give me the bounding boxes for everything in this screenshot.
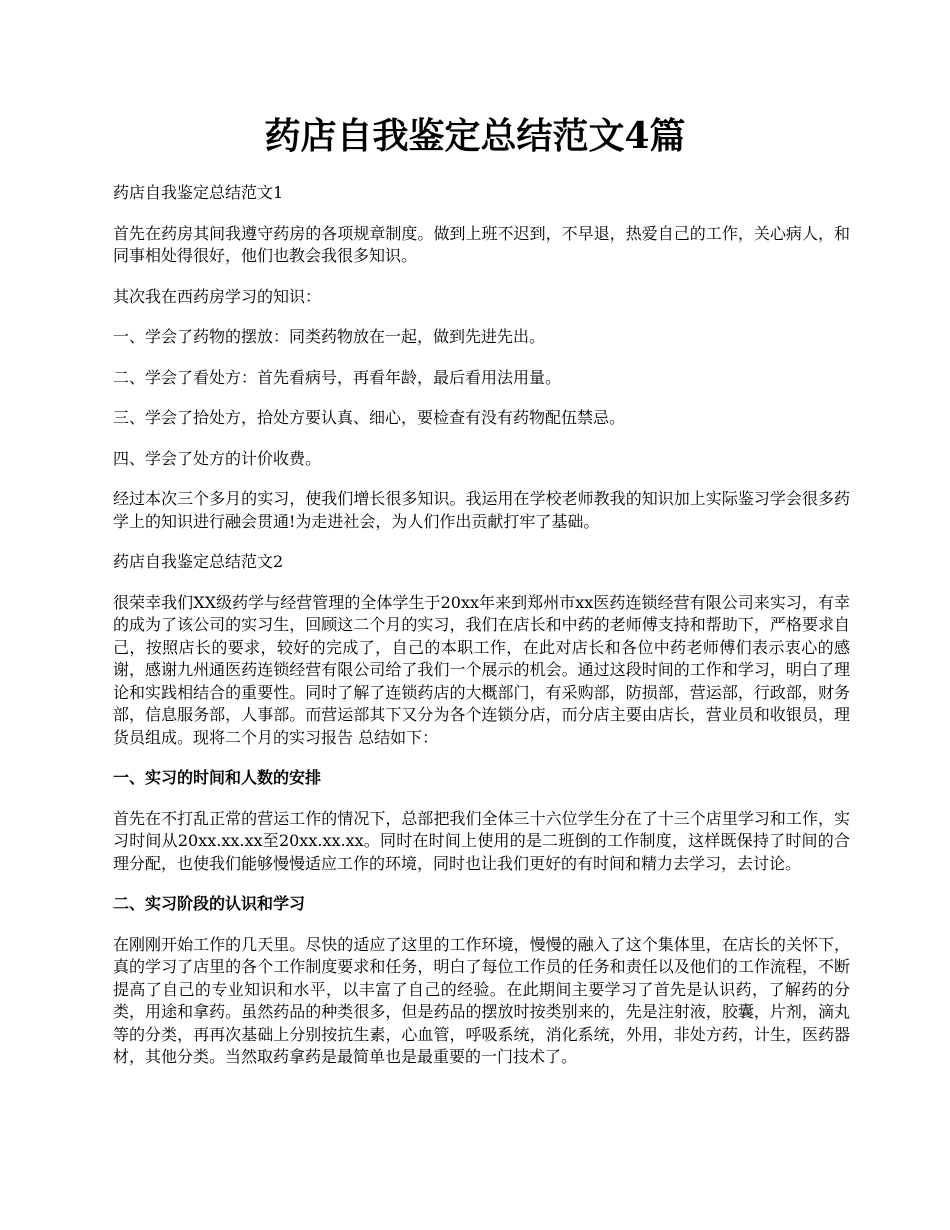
subheading: 一、实习的时间和人数的安排 bbox=[113, 768, 322, 787]
paragraph: 首先在药房其间我遵守药房的各项规章制度。做到上班不迟到，不早退，热爱自己的工作，关心病人，和同事相处得很好，他们也教会我很多知识。 bbox=[113, 223, 850, 265]
subheading: 二、实习阶段的认识和学习 bbox=[113, 894, 306, 913]
list-item: 四、学会了处方的计价收费。 bbox=[113, 448, 322, 468]
list-item: 三、学会了拾处方，拾处方要认真、细心，要检查有没有药物配伍禁忌。 bbox=[113, 408, 626, 427]
paragraph: 经过本次三个多月的实习，使我们增长很多知识。我运用在学校老师教我的知识加上实际鉴习学会很多药学上的知识进行融会贯通!为走进社会，为人们作出贡献打牢了基础。 bbox=[113, 489, 850, 531]
document-body bbox=[113, 182, 850, 1087]
section-heading-2: 药店自我鉴定总结范文2 bbox=[113, 552, 284, 571]
paragraph: 很荣幸我们XX级药学与经营管理的全体学生于20xx年来到郑州市xx医药连锁经营有限公司来实习，有幸的成为了该公司的实习生，回顾这二个月的实习，我们在店长和中药的老师傅支持和帮助下，严格要求自己，按照店长的要求，较好的完成了，自己的本职工作，在此对店长和各位中药老师傅们表示衷心的感谢，感谢九州通医药连锁经营有限公司给了我们一个展示的机会。通过这段时间的工作和学习，明白了理论和实践相结合的重要性。同时了解了连锁药店的大概部门，有采购部，防损部，营运部，行政部，财务部，信息服务部，人事部。而营运部其下又分为各个连锁分店，而分店主要由店长，营业员和收银员，理货员组成。现将二个月的实习报告 总结如下： bbox=[113, 592, 850, 747]
list-item: 二、学会了看处方：首先看病号，再看年龄，最后看用法用量。 bbox=[113, 367, 562, 387]
document-title: 药店自我鉴定总结范文4篇 bbox=[264, 115, 686, 157]
list-item: 一、学会了药物的摆放：同类药物放在一起，做到先进先出。 bbox=[113, 327, 546, 346]
paragraph: 首先在不打乱正常的营运工作的情况下，总部把我们全体三十六位学生分在了十三个店里学习和工作，实习时间从20xx.xx.xx至20xx.xx.xx。同时在时间上使用的是二班倒的工作制度，这样既保持了时间的合理分配，也使我们能够慢慢适应工作的环境，同时也让我们更好的有时间和精力去学习，去讨论。 bbox=[113, 808, 850, 873]
paragraph: 其次我在西药房学习的知识： bbox=[113, 286, 322, 306]
paragraph: 在刚刚开始工作的几天里。尽快的适应了这里的工作环境，慢慢的融入了这个集体里，在店长的关怀下，真的学习了店里的各个工作制度要求和任务，明白了每位工作员的任务和责任以及他们的工作流程，不断提高了自己的专业知识和水平，以丰富了自己的经验。在此期间主要学习了首先是认识药，了解药的分类，用途和拿药。虽然药品的种类很多，但是药品的摆放时按类别来的，先是注射液，胶囊，片剂，滴丸等的分类，再再次基础上分别按抗生素，心血管，呼吸系统，消化系统，外用，非处方药，计生，医药器材，其他分类。当然取药拿药是最简单也是最重要的一门技术了。 bbox=[113, 934, 850, 1066]
section-heading-1: 药店自我鉴定总结范文1 bbox=[113, 183, 284, 202]
